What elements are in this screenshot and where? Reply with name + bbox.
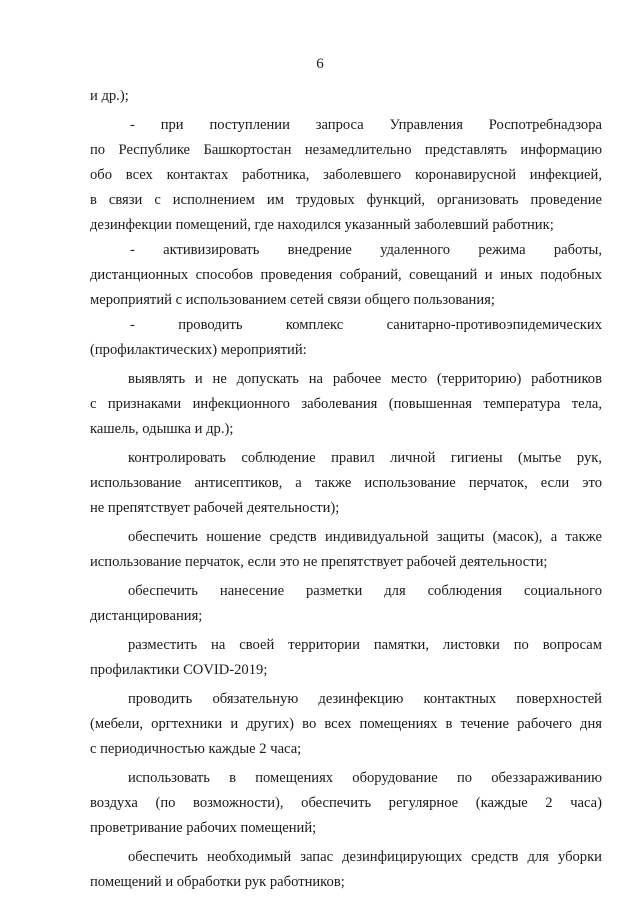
text-line: и др.); [90, 88, 129, 104]
text-line: проветривание рабочих помещений; [90, 820, 317, 836]
text-line: воздуха (по возможности), обеспечить регулярное (каждые 2 часа) [90, 795, 602, 811]
text-line: дистанционных способов проведения собраний, совещаний и иных подобных [90, 267, 602, 283]
text-line: дезинфекции помещений, где находился указанный заболевший работник; [90, 217, 554, 233]
text-line: мероприятий с использованием сетей связи общего пользования; [90, 292, 495, 308]
text-line: проводить обязательную дезинфекцию контактных поверхностей [128, 691, 602, 707]
text-line: контролировать соблюдение правил личной гигиены (мытье рук, [128, 450, 602, 466]
text-line: по Республике Башкортостан незамедлительно представлять информацию [90, 142, 602, 158]
text-line: профилактики COVID-2019; [90, 662, 268, 678]
text-line: использование перчаток, если это не препятствует рабочей деятельности; [90, 554, 548, 570]
text-line: - при поступлении запроса Управления Роспотребнадзора [130, 117, 602, 133]
text-line: обеспечить необходимый запас дезинфицирующих средств для уборки [128, 849, 602, 865]
text-line: не препятствует рабочей деятельности); [90, 500, 340, 516]
text-line: обеспечить ношение средств индивидуальной защиты (масок), а также [128, 529, 602, 545]
text-line: - проводить комплекс санитарно-противоэпидемических [130, 317, 602, 333]
text-line: в связи с исполнением им трудовых функций, организовать проведение [90, 192, 602, 208]
page-number: 6 [316, 56, 324, 72]
text-line: с признаками инфекционного заболевания (повышенная температура тела, [90, 396, 602, 412]
text-line: помещений и обработки рук работников; [90, 874, 345, 890]
text-line: (мебели, оргтехники и других) во всех помещениях в течение рабочего дня [90, 716, 602, 732]
text-line: использовать в помещениях оборудование по обеззараживанию [128, 770, 602, 786]
text-line: кашель, одышка и др.); [90, 421, 234, 437]
text-line: обеспечить нанесение разметки для соблюдения социального [128, 583, 602, 599]
text-line: использование антисептиков, а также использование перчаток, если это [90, 475, 602, 491]
text-line: (профилактических) мероприятий: [90, 342, 307, 358]
text-line: выявлять и не допускать на рабочее место (территорию) работников [128, 371, 602, 387]
text-line: обо всех контактах работника, заболевшего коронавирусной инфекцией, [90, 167, 602, 183]
body-text [90, 84, 602, 895]
text-line: - активизировать внедрение удаленного режима работы, [130, 242, 602, 258]
text-line: с периодичностью каждые 2 часа; [90, 741, 302, 757]
text-line: дистанцирования; [90, 608, 203, 624]
text-line: разместить на своей территории памятки, листовки по вопросам [128, 637, 602, 653]
